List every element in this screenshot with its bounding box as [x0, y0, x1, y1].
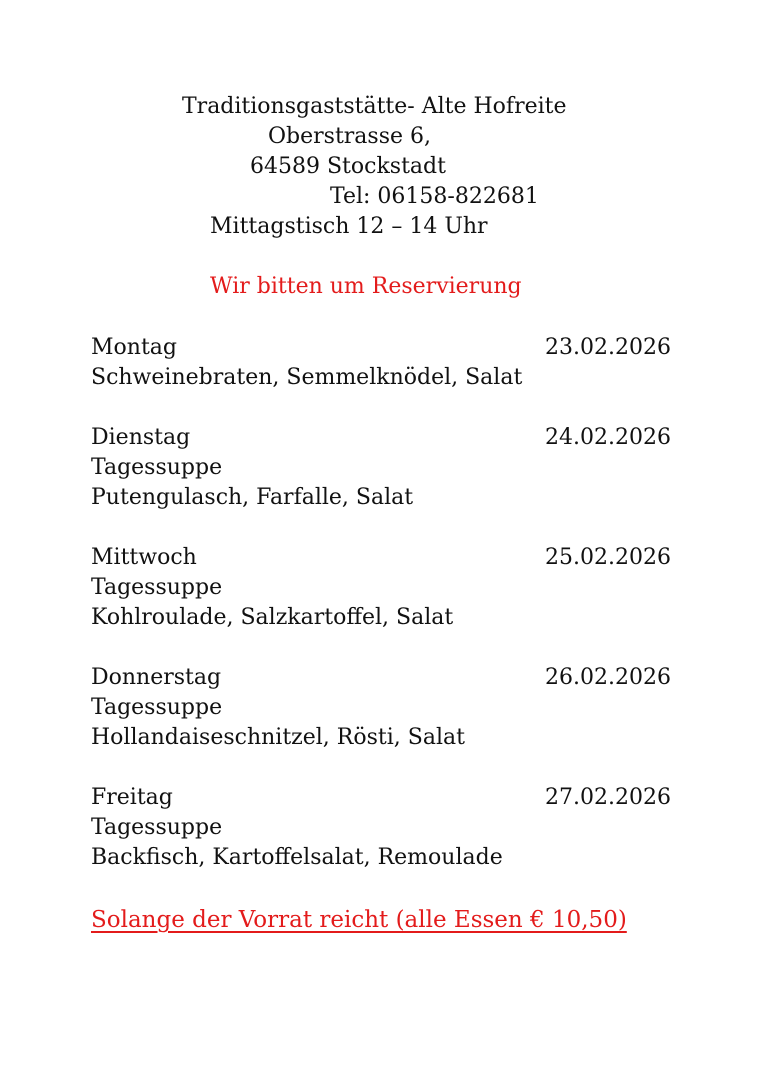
restaurant-name: Traditionsgaststätte- Alte Hofreite [182, 94, 567, 119]
day-name-monday: Montag [91, 335, 177, 360]
day-name-tuesday: Dienstag [91, 425, 191, 450]
address-street: Oberstrasse 6, [268, 124, 432, 149]
day-date-thursday: 26.02.2026 [545, 665, 671, 690]
day-date-wednesday: 25.02.2026 [545, 545, 671, 570]
dish-friday-2: Backfisch, Kartoffelsalat, Remoulade [91, 845, 503, 870]
day-name-thursday: Donnerstag [91, 665, 222, 690]
dish-monday-1: Schweinebraten, Semmelknödel, Salat [91, 365, 523, 390]
day-name-wednesday: Mittwoch [91, 545, 197, 570]
day-date-tuesday: 24.02.2026 [545, 425, 671, 450]
dish-wednesday-2: Kohlroulade, Salzkartoffel, Salat [91, 605, 454, 630]
dish-tuesday-2: Putengulasch, Farfalle, Salat [91, 485, 414, 510]
dish-friday-1: Tagessuppe [91, 815, 223, 840]
dish-wednesday-1: Tagessuppe [91, 575, 223, 600]
day-name-friday: Freitag [91, 785, 173, 810]
price-note: Solange der Vorrat reicht (alle Essen € 10,50) [91, 907, 627, 933]
day-date-monday: 23.02.2026 [545, 335, 671, 360]
dish-thursday-2: Hollandaiseschnitzel, Rösti, Salat [91, 725, 465, 750]
dish-thursday-1: Tagessuppe [91, 695, 223, 720]
day-date-friday: 27.02.2026 [545, 785, 671, 810]
address-city: 64589 Stockstadt [250, 154, 446, 179]
phone-number: Tel: 06158-822681 [330, 184, 539, 209]
dish-tuesday-1: Tagessuppe [91, 455, 223, 480]
reservation-note: Wir bitten um Reservierung [210, 274, 522, 299]
lunch-hours: Mittagstisch 12 – 14 Uhr [210, 214, 488, 239]
